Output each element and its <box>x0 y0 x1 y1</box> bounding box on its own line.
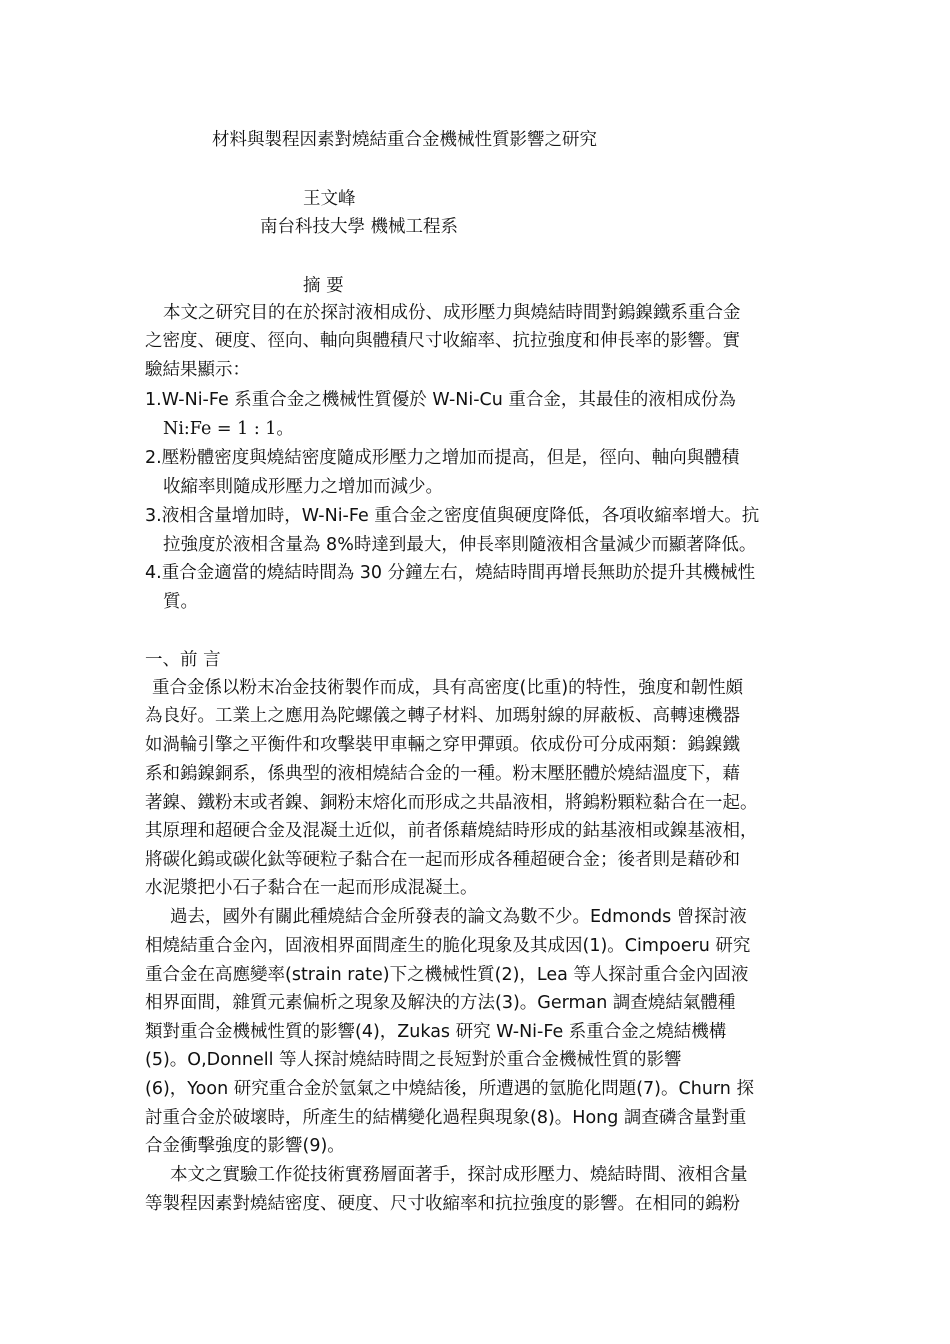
abstract-line: 本文之研究目的在於探討液相成份、成形壓力與燒結時間對鎢鎳鐵系重合金 <box>163 303 741 323</box>
body-line: 如渦輪引擎之平衡件和攻擊裝甲車輛之穿甲彈頭。依成份可分成兩類：鎢鎳鐵 <box>145 735 740 755</box>
body-line: 為良好。工業上之應用為陀螺儀之轉子材料、加瑪射線的屏蔽板、高轉速機器 <box>145 706 740 726</box>
abstract-line: 驗結果顯示： <box>145 360 250 380</box>
finding-line: 拉強度於液相含量為 8%時達到最大，伸長率則隨液相含量減少而顯著降低。 <box>163 535 757 555</box>
body-line: 類對重合金機械性質的影響(4)，Zukas 研究 W-Ni-Fe 系重合金之燒結機構 <box>145 1022 727 1042</box>
body-line: 系和鎢鎳銅系，係典型的液相燒結合金的一種。粉末壓胚體於燒結溫度下，藉 <box>145 764 740 784</box>
paper-title: 材料與製程因素對燒結重合金機械性質影響之研究 <box>212 130 597 150</box>
body-line: 著鎳、鐵粉末或者鎳、銅粉末熔化而形成之共晶液相，將鎢粉顆粒黏合在一起。 <box>145 793 758 813</box>
affiliation: 南台科技大學 機械工程系 <box>260 217 459 237</box>
body-line: 相燒結重合金內，固液相界面間產生的脆化現象及其成因(1)。Cimpoeru 研究 <box>145 936 751 956</box>
section-heading: 一、前 言 <box>145 650 221 670</box>
body-line: 等製程因素對燒結密度、硬度、尺寸收縮率和抗拉強度的影響。在相同的鎢粉 <box>145 1194 740 1214</box>
body-line: 相界面間，雜質元素偏析之現象及解決的方法(3)。German 調查燒結氣體種 <box>145 993 736 1013</box>
author-name: 王文峰 <box>303 189 356 209</box>
body-line: 重合金在高應變率(strain rate)下之機械性質(2)，Lea 等人探討重合金內固液 <box>145 965 749 985</box>
finding-line: 4.重合金適當的燒結時間為 30 分鐘左右，燒結時間再增長無助於提升其機械性 <box>145 563 756 583</box>
finding-line: 1.W-Ni-Fe 系重合金之機械性質優於 W-Ni-Cu 重合金，其最佳的液相成份為 <box>145 390 736 410</box>
body-line: 重合金係以粉末冶金技術製作而成，具有高密度(比重)的特性，強度和韌性頗 <box>152 678 744 698</box>
finding-line: 質。 <box>163 592 198 612</box>
body-line: 討重合金於破壞時，所產生的結構變化過程與現象(8)。Hong 調查磷含量對重 <box>145 1108 747 1128</box>
finding-line: 2.壓粉體密度與燒結密度隨成形壓力之增加而提高，但是，徑向、軸向與體積 <box>145 448 740 468</box>
body-line: 水泥漿把小石子黏合在一起而形成混凝土。 <box>145 878 478 898</box>
finding-line: 3.液相含量增加時，W-Ni-Fe 重合金之密度值與硬度降低，各項收縮率增大。抗 <box>145 506 760 526</box>
body-line: 將碳化鎢或碳化鈦等硬粒子黏合在一起而形成各種超硬合金；後者則是藉砂和 <box>145 850 740 870</box>
body-line: 過去，國外有關此種燒結合金所發表的論文為數不少。Edmonds 曾探討液 <box>170 907 747 927</box>
body-line: (6)，Yoon 研究重合金於氫氣之中燒結後，所遭遇的氫脆化問題(7)。Churn 探 <box>145 1079 754 1099</box>
body-line: (5)。O,Donnell 等人探討燒結時間之長短對於重合金機械性質的影響 <box>145 1050 682 1070</box>
finding-line: 收縮率則隨成形壓力之增加而減少。 <box>163 477 443 497</box>
abstract-heading: 摘 要 <box>303 276 344 296</box>
abstract-line: 之密度、硬度、徑向、軸向與體積尺寸收縮率、抗拉強度和伸長率的影響。實 <box>145 331 740 351</box>
body-line: 合金衝擊強度的影響(9)。 <box>145 1136 345 1156</box>
body-line: 本文之實驗工作從技術實務層面著手，探討成形壓力、燒結時間、液相含量 <box>170 1165 748 1185</box>
finding-line: Ni:Fe = 1 : 1。 <box>163 419 294 439</box>
body-line: 其原理和超硬合金及混凝土近似，前者係藉燒結時形成的鈷基液相或鎳基液相， <box>145 821 758 841</box>
